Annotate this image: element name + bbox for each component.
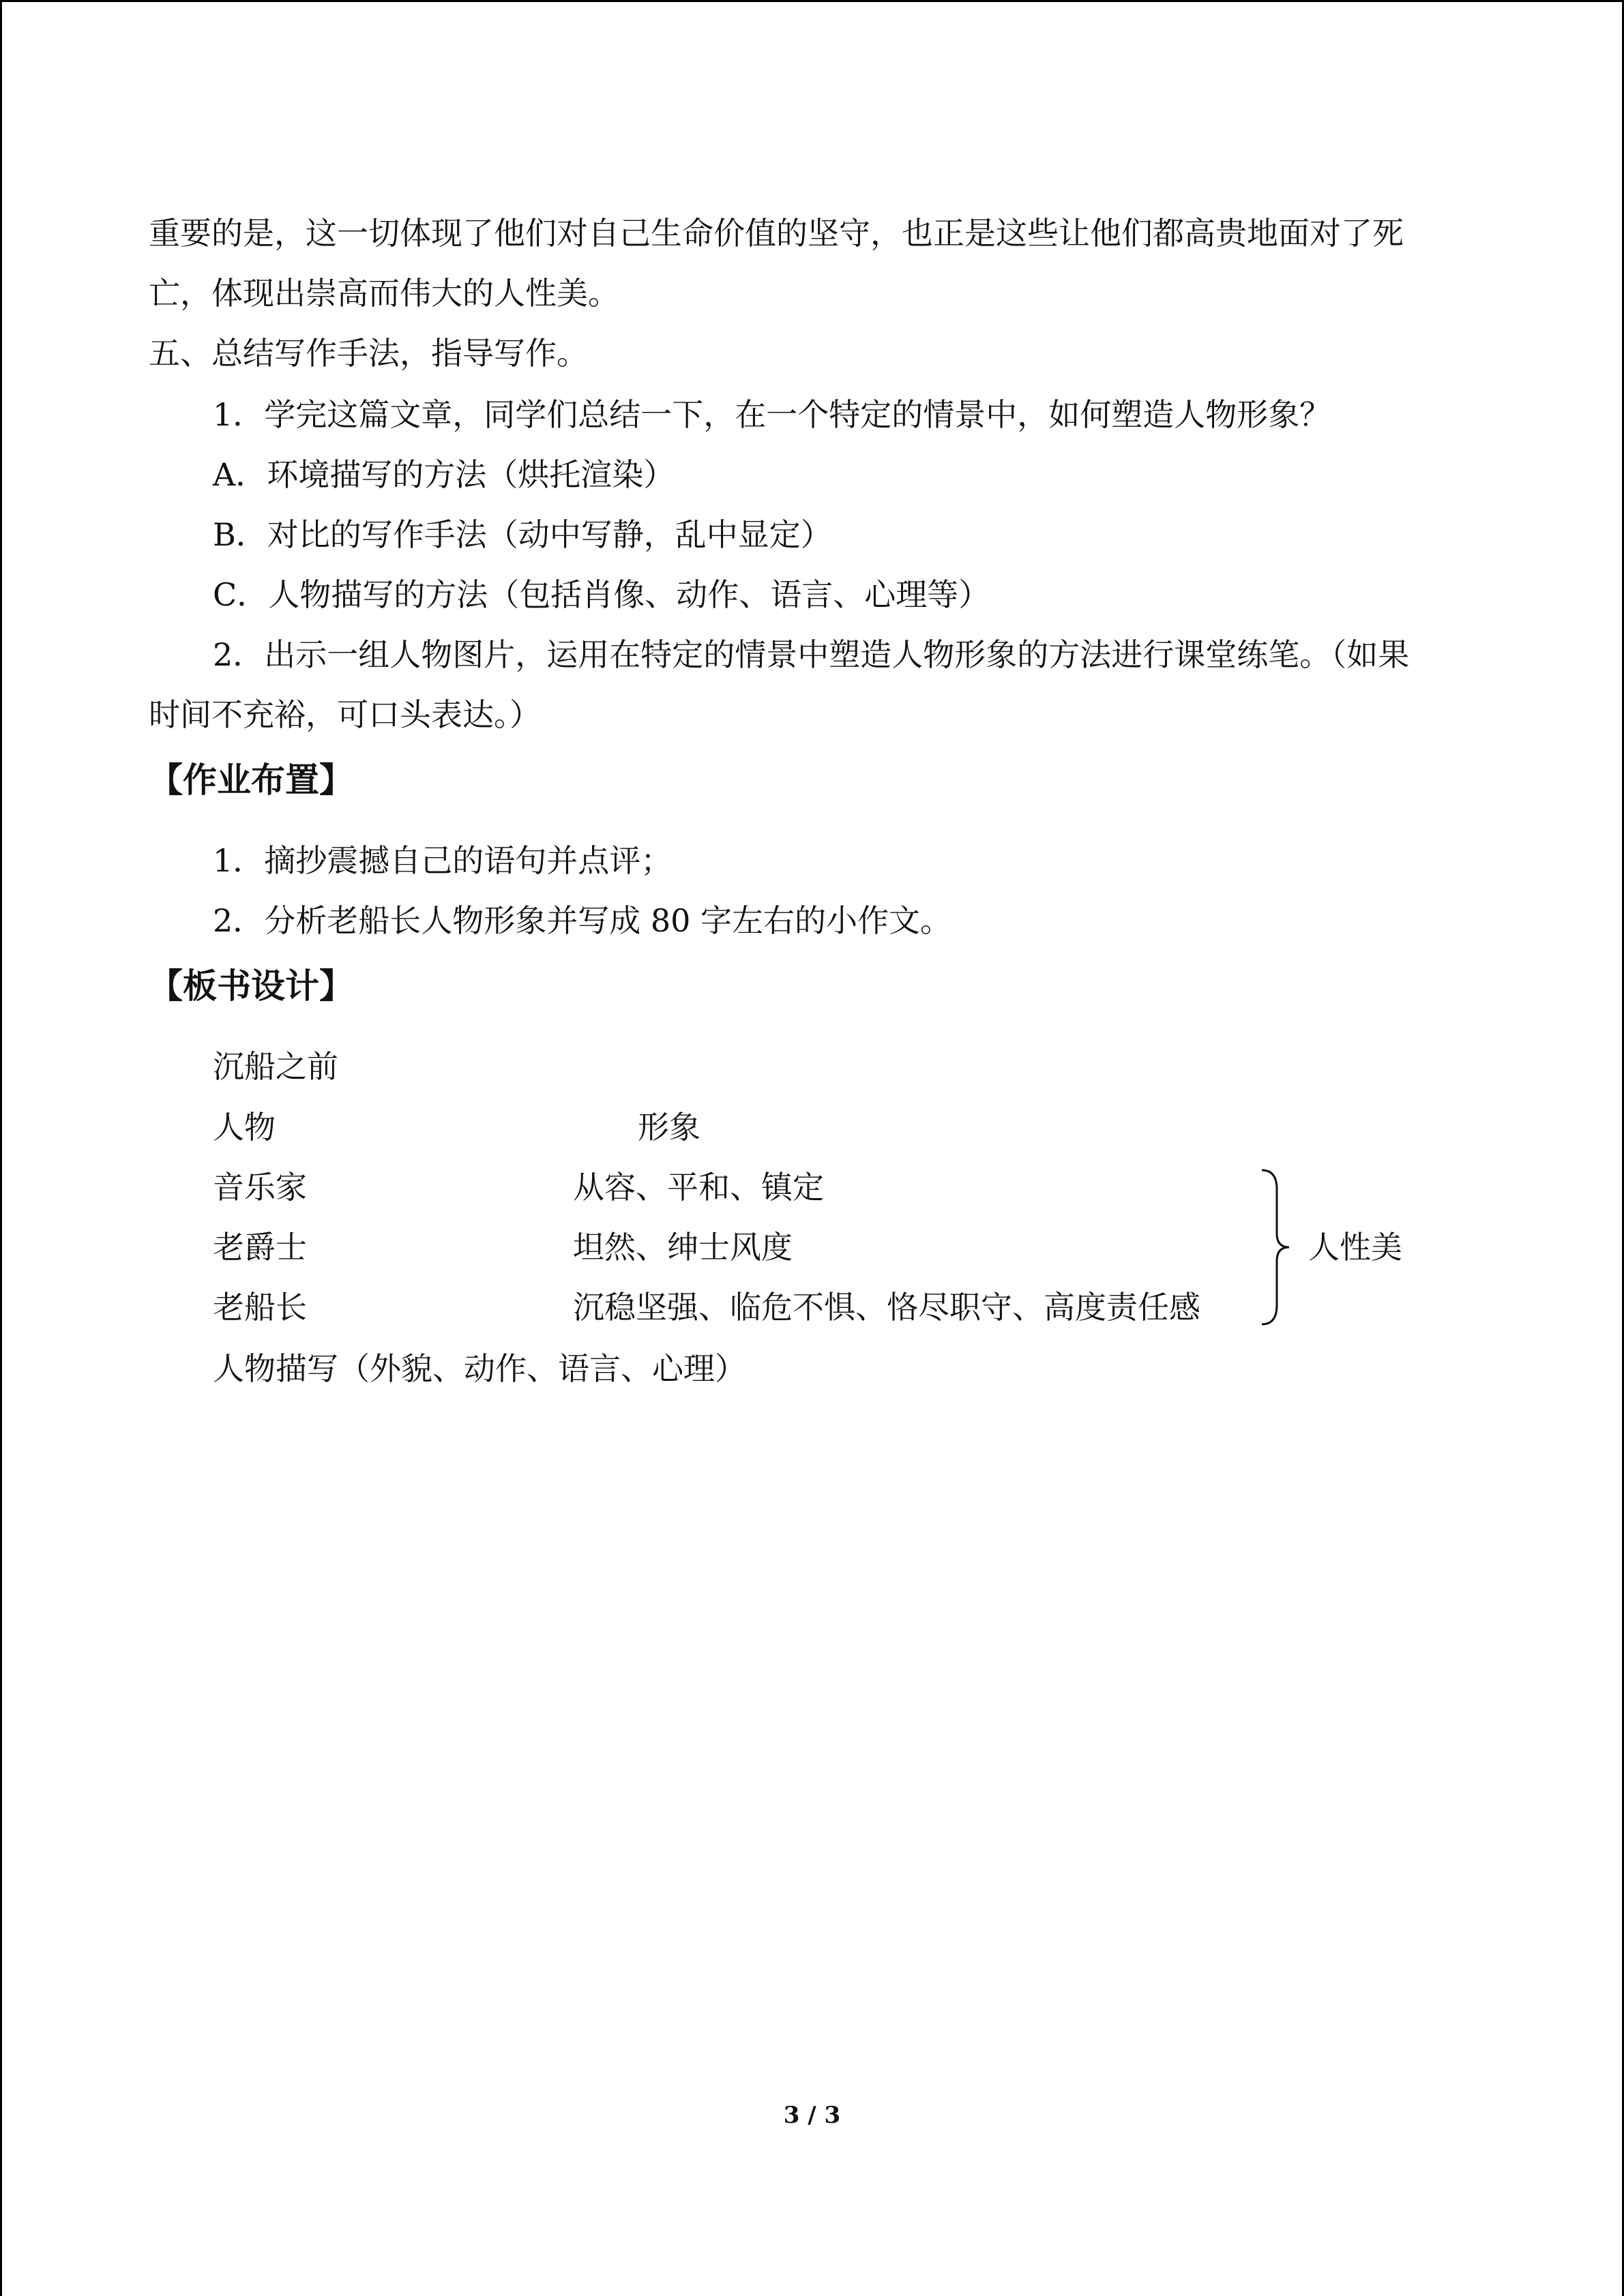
page-number: 3 / 3: [783, 2102, 841, 2129]
board-row-person: 音乐家: [213, 1169, 307, 1206]
board-subtitle: 沉船之前: [213, 1048, 338, 1085]
paragraph-line: 亡，体现出崇高而伟大的人性美。: [149, 275, 619, 312]
paragraph-line: 时间不充裕，可口头表达。）: [149, 696, 541, 733]
board-heading: 【板书设计】: [149, 966, 353, 1006]
paragraph-line: 重要的是，这一切体现了他们对自己生命价值的坚守，也正是这些让他们都高贵地面对了死: [149, 215, 1404, 252]
list-item: 2．出示一组人物图片，运用在特定的情景中塑造人物形象的方法进行课堂练笔。（如果: [213, 636, 1410, 673]
board-summary: 人性美: [1308, 1229, 1402, 1266]
board-row-image: 从容、平和、镇定: [573, 1169, 824, 1206]
homework-heading: 【作业布置】: [149, 760, 353, 800]
list-item: B．对比的写作手法（动中写静，乱中显定）: [213, 516, 832, 553]
board-col-header-image: 形象: [638, 1109, 700, 1146]
section-heading-5: 五、总结写作手法，指导写作。: [149, 335, 588, 372]
board-row-person: 老船长: [213, 1289, 307, 1326]
board-row-image: 坦然、绅士风度: [573, 1229, 793, 1266]
list-item: C．人物描写的方法（包括肖像、动作、语言、心理等）: [213, 576, 990, 613]
list-item: 1．学完这篇文章，同学们总结一下，在一个特定的情景中，如何塑造人物形象？: [213, 396, 1331, 433]
homework-item: 2．分析老船长人物形象并写成 80 字左右的小作文。: [213, 902, 952, 939]
board-row-person: 老爵士: [213, 1229, 307, 1266]
board-col-header-person: 人物: [213, 1109, 276, 1146]
homework-item: 1．摘抄震撼自己的语句并点评；: [213, 842, 673, 879]
board-row-image: 沉稳坚强、临危不惧、恪尽职守、高度责任感: [573, 1289, 1200, 1326]
list-item: A．环境描写的方法（烘托渲染）: [213, 456, 675, 493]
right-brace-icon: [1260, 1169, 1290, 1326]
board-bottom-line: 人物描写（外貌、动作、语言、心理）: [213, 1350, 746, 1387]
